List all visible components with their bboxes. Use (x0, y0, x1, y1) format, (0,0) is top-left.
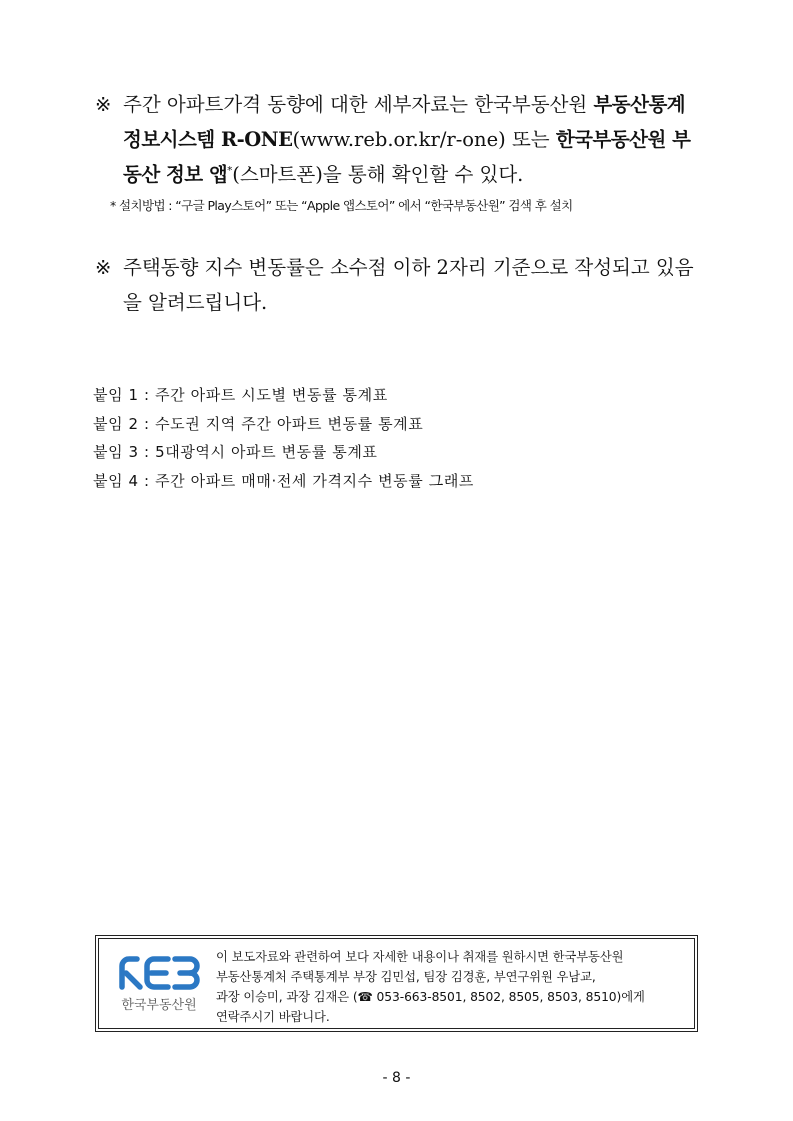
note-bold-rone: 부동산통계 정보시스템 R-ONE (123, 93, 686, 151)
attachment-item: 붙임 4 : 주간 아파트 매매·전세 가격지수 변동률 그래프 (93, 471, 475, 490)
note-text: (스마트폰)을 통해 확인할 수 있다. (232, 163, 524, 186)
contact-text (216, 947, 686, 1027)
reb-logo (110, 954, 208, 1016)
note-decimal-text: 주택동향 지수 변동률은 소수점 이하 2자리 기준으로 작성되고 있음을 알려드립니다. (123, 256, 694, 314)
note-text: 주간 아파트가격 동향에 대한 세부자료는 한국부동산원 (123, 93, 594, 116)
note-rone-body (123, 87, 705, 192)
attachment-item: 붙임 1 : 주간 아파트 시도별 변동률 통계표 (93, 386, 388, 404)
contact-line: 과장 이승미, 과장 김재은 (☎ 053-663-8501, 8502, 8505, 8503, 8510)에게 (216, 990, 645, 1004)
note-rone (95, 87, 705, 192)
note-text: (www.reb.or.kr/r-one) 또는 (292, 128, 556, 151)
contact-line: 이 보도자료와 관련하여 보다 자세한 내용이나 취재를 원하시면 한국부동산원 (216, 950, 624, 964)
attachment-item: 붙임 2 : 수도권 지역 주간 아파트 변동률 통계표 (93, 414, 424, 433)
install-note: * 설치방법 : “구글 Play스토어” 또는 “Apple 앱스토어” 에서 “한국부동산원” 검색 후 설치 (110, 198, 573, 213)
footnote-mark: * (227, 165, 233, 177)
note-bold-app: 한국부동산원 부동산 정보 앱 (123, 128, 691, 186)
reb-logo-mark (110, 954, 208, 990)
attachment-item: 붙임 3 : 5대광역시 아파트 변동률 통계표 (93, 443, 378, 461)
note-decimal (95, 250, 705, 320)
contact-line: 부동산통계처 주택통계부 부장 김민섭, 팀장 김경훈, 부연구위원 우남교, (216, 970, 596, 984)
contact-line: 연락주시기 바랍니다. (216, 1010, 330, 1024)
reference-mark: ※ (95, 93, 112, 116)
contact-box (95, 935, 698, 1032)
page-number: - 8 - (382, 1070, 411, 1086)
reference-mark: ※ (95, 256, 112, 279)
attachment-list (93, 381, 474, 495)
logo-text: 한국부동산원 (121, 998, 197, 1013)
